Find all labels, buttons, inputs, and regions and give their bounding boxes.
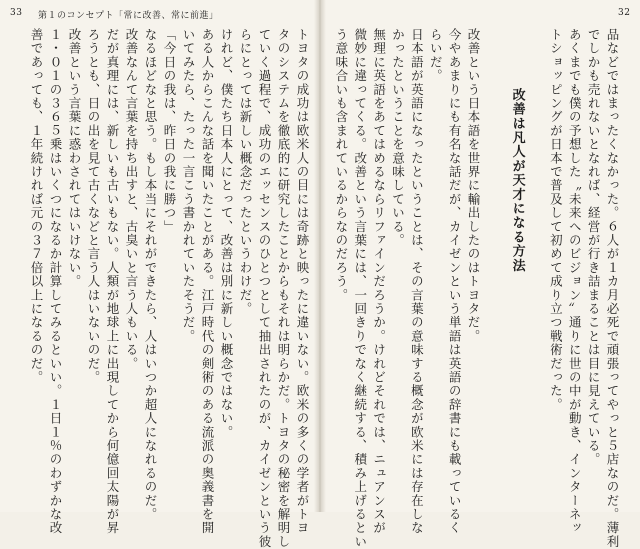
right-text-column: う意味合いも含まれているからなのだろう。 — [333, 28, 349, 302]
left-text-column: タのシステムを徹底的に研究したことからもそれは明らかだ。トヨタの秘密を解明し — [276, 28, 291, 549]
chapter-running-head: 第１のコンセプト「常に改善、常に前進」 — [38, 11, 219, 21]
book-gutter — [314, 0, 326, 512]
left-text-column: １・０１の３６５乗はいくつになるか計算してみるといい。１日１％のわずかな改 — [48, 28, 63, 535]
right-page-number: 32 — [618, 8, 631, 18]
left-text-column: らにとっては新しい概念だったというわけだ。 — [238, 28, 253, 316]
right-text-column: トショッピングが日本で普及して初めて成り立つ戦術だった。 — [548, 28, 564, 412]
left-text-column: 「今日の我は、昨日の我に勝つ」 — [162, 28, 177, 234]
left-text-column: トヨタの成功は欧米人の目には奇跡と映ったに違いない。欧米の多くの学者がトヨ — [295, 28, 310, 535]
right-text-column: 改善という日本語を世界に輸出したのはトヨタだ。 — [465, 28, 481, 344]
left-text-column: だが真理には、新しいも古いもない。人類が地球上に出現してから何億回太陽が昇 — [105, 28, 120, 535]
left-text-column: 改善なんて言葉を持ち出すと、古臭いと言う人もいる。 — [124, 28, 139, 371]
right-text-column: 日本語が英語になったということは、その言葉の意味する概念が欧米には存在しな — [409, 28, 425, 535]
right-text-column: でしかも売れないとなれば、経営が行き詰まることは目に見えている。 — [586, 28, 602, 467]
right-text-column: かったということを意味している。 — [390, 28, 406, 248]
right-page-body — [332, 28, 620, 549]
right-text-column: らいだ。 — [428, 28, 444, 83]
right-text-column: 無理に英語をあてはめるならリファインだろうか。けれどそれでは、ニュアンスが — [371, 28, 387, 535]
left-text-column: けれど、僕たち日本人にとって、改善は別に新しい概念ではない。 — [219, 28, 234, 439]
right-text-column: 微妙に違ってくる。改善という言葉には、一回きりでなく継続する、積み上げるとい — [352, 28, 368, 549]
right-text-column: 品などではまったくなかった。６人が１カ月必死で頑張ってやっと５店なのだ。薄利 — [605, 28, 620, 549]
section-heading: 改善は凡人が天才になる方法 — [509, 88, 525, 273]
left-page-number: 33 — [10, 8, 23, 18]
left-page-body — [8, 28, 310, 549]
right-text-column: あくまでも僕の予想した〝未来へのビジョン〟通りに世の中が動き、インターネッ — [567, 28, 583, 535]
left-text-column: なるほどなと思う。もし本当にそれができたら、人はいつか超人になれるのだ。 — [143, 28, 158, 522]
right-text-column: 今やあまりにも有名な話だが、カイゼンという単語は英語の辞書にも載っているく — [447, 28, 463, 535]
left-text-column: ろうとも、日の出を見て古くなどと言う人はいないのだ。 — [86, 28, 101, 385]
left-text-column: ていく過程で、成功のエッセンスのひとつとして抽出されたのが、カイゼンという彼 — [257, 28, 272, 549]
left-text-column: ある人からこんな話を聞いたことがある。江戸時代の剣術のある流派の奥義書を開 — [200, 28, 215, 535]
left-text-column: いてみたら、たった一言こう書かれていたそうだ。 — [181, 28, 196, 344]
left-text-column: 善であっても、１年続ければ元の３７倍以上になるのだ。 — [29, 28, 44, 385]
left-text-column: 改善という言葉に惑わされてはいけない。 — [67, 28, 82, 289]
